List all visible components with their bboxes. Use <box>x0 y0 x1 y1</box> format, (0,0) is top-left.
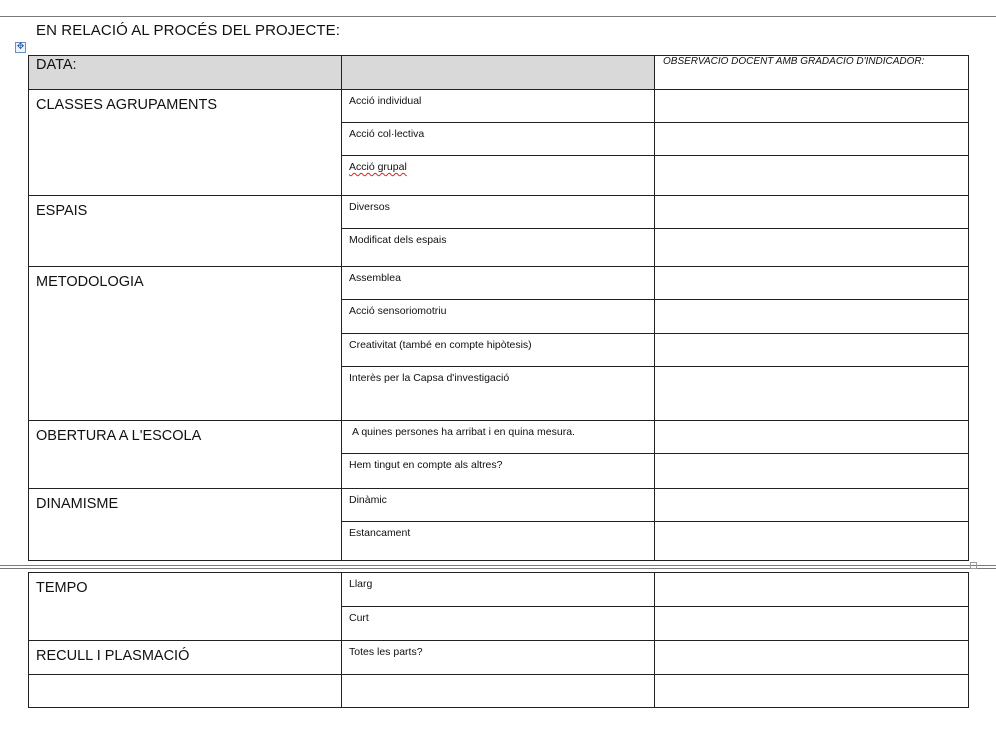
indicator-text: Acció grupal <box>349 161 407 173</box>
observation-cell[interactable] <box>655 367 969 421</box>
indicator-cell: Acció col·lectiva <box>342 123 655 156</box>
evaluation-table-page-1 <box>28 55 969 561</box>
table-row <box>29 421 969 454</box>
observation-cell[interactable] <box>655 607 969 641</box>
indicator-cell: Acció sensoriomotriu <box>342 300 655 334</box>
observation-cell[interactable] <box>655 196 969 229</box>
observation-cell[interactable] <box>655 267 969 300</box>
indicator-cell: Modificat dels espais <box>342 229 655 267</box>
category-cell: DINAMISME <box>29 489 342 561</box>
indicator-cell <box>342 156 655 196</box>
observation-cell[interactable] <box>655 300 969 334</box>
observation-cell[interactable] <box>655 90 969 123</box>
table-row <box>29 489 969 522</box>
indicator-cell: A quines persones ha arribat i en quina mesura. <box>342 421 655 454</box>
indicator-cell: Totes les parts? <box>342 641 655 675</box>
table-row <box>29 196 969 229</box>
data-value-cell[interactable] <box>342 56 655 90</box>
table-row <box>29 90 969 123</box>
page-break-line <box>0 565 996 566</box>
indicator-cell: Estancament <box>342 522 655 561</box>
indicator-cell: Diversos <box>342 196 655 229</box>
indicator-cell: Hem tingut en compte als altres? <box>342 454 655 489</box>
indicator-cell: Curt <box>342 607 655 641</box>
observation-cell[interactable] <box>655 123 969 156</box>
table-move-handle-icon[interactable]: ✥ <box>16 42 25 52</box>
observation-cell[interactable] <box>655 522 969 561</box>
page-top-border <box>0 16 996 17</box>
observation-cell[interactable] <box>655 156 969 196</box>
evaluation-table-page-2 <box>28 572 969 708</box>
category-cell: RECULL I PLASMACIÓ <box>29 641 342 675</box>
category-cell: METODOLOGIA <box>29 267 342 421</box>
page-break-line-2 <box>0 568 996 569</box>
observation-cell[interactable] <box>655 641 969 675</box>
observation-cell[interactable] <box>655 489 969 522</box>
observation-cell[interactable] <box>655 675 969 708</box>
category-cell: OBERTURA A L'ESCOLA <box>29 421 342 489</box>
category-cell: CLASSES AGRUPAMENTS <box>29 90 342 196</box>
indicator-cell: Dinàmic <box>342 489 655 522</box>
data-label-cell: DATA: <box>29 56 342 90</box>
observation-header-cell: OBSERVACIO DOCENT AMB GRADACIO D'INDICADOR: <box>655 56 969 90</box>
observation-cell[interactable] <box>655 229 969 267</box>
indicator-cell: Creativitat (també en compte hipòtesis) <box>342 334 655 367</box>
category-cell: ESPAIS <box>29 196 342 267</box>
observation-cell[interactable] <box>655 573 969 607</box>
table-row-empty <box>29 675 969 708</box>
indicator-cell: Acció individual <box>342 90 655 123</box>
observation-cell[interactable] <box>655 454 969 489</box>
table-resize-handle[interactable] <box>970 562 977 569</box>
indicator-cell: Interès per la Capsa d'investigació <box>342 367 655 421</box>
indicator-cell-empty[interactable] <box>342 675 655 708</box>
table-header-row <box>29 56 969 90</box>
category-cell: TEMPO <box>29 573 342 641</box>
category-cell-empty[interactable] <box>29 675 342 708</box>
indicator-cell: Assemblea <box>342 267 655 300</box>
table-row <box>29 641 969 675</box>
section-heading: EN RELACIÓ AL PROCÉS DEL PROJECTE: <box>36 22 341 39</box>
indicator-cell: Llarg <box>342 573 655 607</box>
table-row <box>29 573 969 607</box>
observation-cell[interactable] <box>655 421 969 454</box>
table-row <box>29 267 969 300</box>
observation-cell[interactable] <box>655 334 969 367</box>
